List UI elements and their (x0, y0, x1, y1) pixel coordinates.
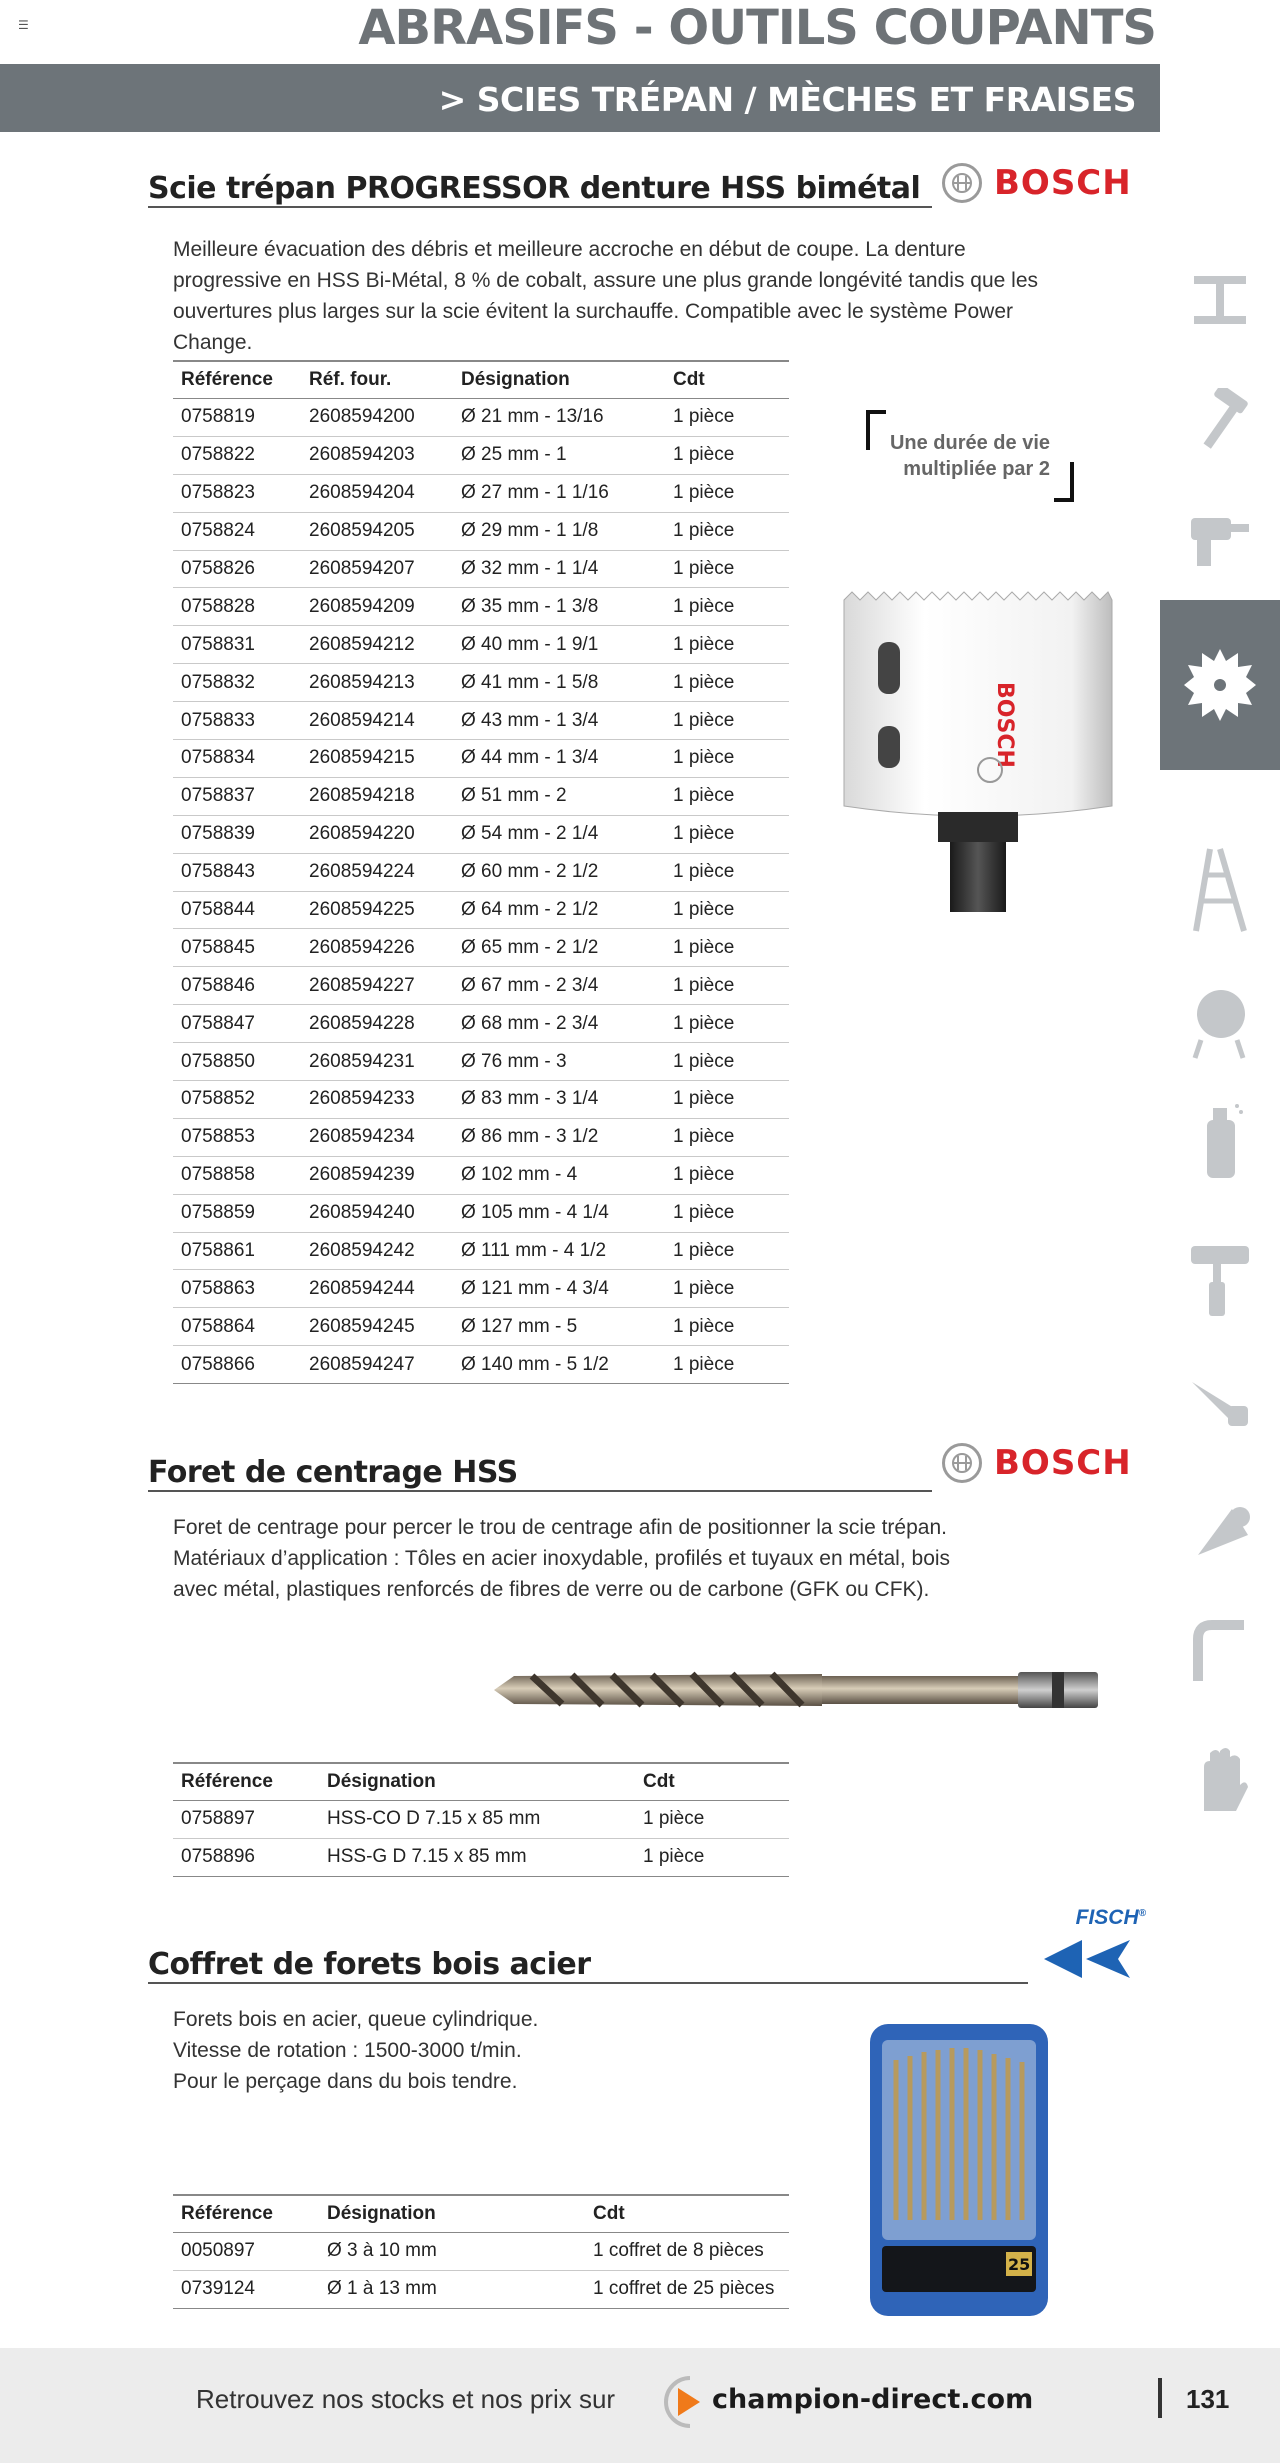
table-row (173, 740, 789, 778)
column-header: Réf. four. (301, 361, 453, 399)
table-cell: 1 pièce (665, 967, 789, 1005)
table-row (173, 512, 789, 550)
table-cell: 0758834 (173, 740, 301, 778)
column-header: Désignation (319, 1763, 635, 1801)
category-banner (0, 64, 1160, 132)
table-cell: 0758832 (173, 664, 301, 702)
column-header: Cdt (585, 2195, 789, 2233)
page-title: ABRASIFS - OUTILS COUPANTS (358, 0, 1156, 56)
column-header: Désignation (453, 361, 665, 399)
table-cell: 0739124 (173, 2270, 319, 2308)
table-cell: 1 pièce (665, 1005, 789, 1043)
champion-direct-play-icon (660, 2374, 712, 2430)
table-cell: 1 pièce (665, 1308, 789, 1346)
brand-name: BOSCH (994, 163, 1132, 203)
table-cell: 1 pièce (665, 853, 789, 891)
table-cell: 1 pièce (665, 588, 789, 626)
table-cell: 0758843 (173, 853, 301, 891)
table-cell: Ø 44 mm - 1 3/4 (453, 740, 665, 778)
section-description: Foret de centrage pour percer le trou de centrage afin de positionner la scie trépan. Matériaux d’application : Tôles en acier inoxydable, profilés et tuyaux en métal, bois avec métal, plastiques renforcés de fibres de verre ou de carbone (GFK ou CFK). (173, 1516, 951, 1601)
table-row (173, 2270, 789, 2308)
table-cell: 1 pièce (665, 815, 789, 853)
table-cell: 2608594220 (301, 815, 453, 853)
callout-text (850, 430, 1050, 482)
table-cell: Ø 54 mm - 2 1/4 (453, 815, 665, 853)
table-cell: 1 pièce (665, 1270, 789, 1308)
callout-line: Une durée de vie (889, 432, 1050, 454)
table-cell: Ø 25 mm - 1 (453, 436, 665, 474)
table-cell: Ø 41 mm - 1 5/8 (453, 664, 665, 702)
table-cell: 0758863 (173, 1270, 301, 1308)
table-cell: 2608594239 (301, 1156, 453, 1194)
table-row (173, 588, 789, 626)
table-row (173, 853, 789, 891)
drill-box-image (866, 2020, 1052, 2320)
table-cell: Ø 86 mm - 3 1/2 (453, 1118, 665, 1156)
table-row (173, 1308, 789, 1346)
centering-drill-table (173, 1762, 789, 1877)
table-row (173, 1005, 789, 1043)
table-row (173, 1081, 789, 1119)
table-cell: 1 pièce (665, 399, 789, 437)
table-cell: 1 coffret de 8 pièces (585, 2233, 789, 2271)
table-cell: 1 pièce (665, 436, 789, 474)
table-cell: 2608594234 (301, 1118, 453, 1156)
ladder-icon[interactable] (1160, 830, 1280, 950)
table-cell: 2608594209 (301, 588, 453, 626)
table-cell: 1 pièce (635, 1838, 789, 1876)
category-subtitle: > SCIES TRÉPAN / MÈCHES ET FRAISES (438, 80, 1136, 119)
table-cell: 1 pièce (635, 1801, 789, 1839)
table-cell: 1 pièce (665, 474, 789, 512)
table-row (173, 1156, 789, 1194)
lamp-icon[interactable] (1160, 1470, 1280, 1590)
page-footer (0, 2348, 1280, 2463)
table-cell: 0758896 (173, 1838, 319, 1876)
table-cell: 2608594207 (301, 550, 453, 588)
column-header: Cdt (665, 361, 789, 399)
table-cell: 0758824 (173, 512, 301, 550)
table-cell: 1 pièce (665, 664, 789, 702)
section-rule (148, 206, 932, 208)
table-row (173, 702, 789, 740)
column-header: Référence (173, 2195, 319, 2233)
table-cell: 2608594213 (301, 664, 453, 702)
table-row (173, 474, 789, 512)
table-cell: 1 pièce (665, 702, 789, 740)
table-cell: 2608594205 (301, 512, 453, 550)
table-row (173, 550, 789, 588)
column-header: Référence (173, 361, 301, 399)
table-cell: 2608594212 (301, 626, 453, 664)
table-cell: 2608594244 (301, 1270, 453, 1308)
table-cell: Ø 51 mm - 2 (453, 777, 665, 815)
column-header: Cdt (635, 1763, 789, 1801)
table-cell: Ø 1 à 13 mm (319, 2270, 585, 2308)
table-cell: 1 pièce (665, 929, 789, 967)
column-header: Désignation (319, 2195, 585, 2233)
table-cell: Ø 105 mm - 4 1/4 (453, 1194, 665, 1232)
website-link[interactable]: champion-direct.com (712, 2384, 1034, 2415)
callout-bracket-right (1054, 462, 1074, 502)
table-cell: Ø 27 mm - 1 1/16 (453, 474, 665, 512)
hole-saw-table (173, 360, 789, 1384)
table-cell: 0758826 (173, 550, 301, 588)
table-header (173, 361, 789, 399)
table-cell: 0758861 (173, 1232, 301, 1270)
table-cell: 2608594214 (301, 702, 453, 740)
table-row (173, 1118, 789, 1156)
page-number: 131 (1186, 2384, 1230, 2414)
table-cell: Ø 83 mm - 3 1/4 (453, 1081, 665, 1119)
cement-mixer-icon[interactable] (1160, 960, 1280, 1080)
footer-text: Retrouvez nos stocks et nos prix sur (196, 2384, 616, 2414)
table-cell: 0758819 (173, 399, 301, 437)
table-cell: 0050897 (173, 2233, 319, 2271)
table-header (173, 2195, 789, 2233)
table-cell: 2608594233 (301, 1081, 453, 1119)
table-cell: HSS-CO D 7.15 x 85 mm (319, 1801, 635, 1839)
table-cell: 1 pièce (665, 891, 789, 929)
table-cell: 0758852 (173, 1081, 301, 1119)
brand-logo-bosch (942, 1443, 1132, 1483)
table-cell: 1 pièce (665, 1346, 789, 1384)
table-row (173, 1232, 789, 1270)
table-cell: HSS-G D 7.15 x 85 mm (319, 1838, 635, 1876)
table-cell: Ø 32 mm - 1 1/4 (453, 550, 665, 588)
table-row (173, 1346, 789, 1384)
description-line: Vitesse de rotation : 1500-3000 t/min. (173, 2039, 522, 2062)
table-cell: 0758853 (173, 1118, 301, 1156)
spray-can-icon[interactable] (1160, 1080, 1280, 1200)
table-row (173, 1194, 789, 1232)
description-line: Pour le perçage dans du bois tendre. (173, 2070, 518, 2093)
fisch-fish-icon (1044, 1936, 1134, 1982)
menu-icon[interactable]: ☰ (18, 18, 28, 32)
table-cell: 1 pièce (665, 512, 789, 550)
table-cell: Ø 43 mm - 1 3/4 (453, 702, 665, 740)
table-cell: 0758837 (173, 777, 301, 815)
table-cell: Ø 64 mm - 2 1/2 (453, 891, 665, 929)
brand-logo-bosch (942, 163, 1132, 203)
table-row (173, 626, 789, 664)
table-cell: 1 pièce (665, 740, 789, 778)
table-cell: 0758850 (173, 1043, 301, 1081)
table-cell: 2608594240 (301, 1194, 453, 1232)
table-header (173, 1763, 789, 1801)
table-cell: 0758858 (173, 1156, 301, 1194)
table-cell: 2608594224 (301, 853, 453, 891)
table-cell: 0758822 (173, 436, 301, 474)
table-cell: 1 pièce (665, 550, 789, 588)
table-cell: 0758839 (173, 815, 301, 853)
table-cell: 2608594228 (301, 1005, 453, 1043)
table-cell: 2608594247 (301, 1346, 453, 1384)
section-rule (148, 1490, 932, 1492)
drill-box-table (173, 2194, 789, 2309)
table-cell: 1 pièce (665, 777, 789, 815)
bosch-armature-icon (942, 163, 982, 203)
table-cell: 2608594245 (301, 1308, 453, 1346)
brand-name: FISCH® (1075, 1906, 1146, 1929)
category-side-nav (1160, 170, 1280, 2270)
table-row (173, 1838, 789, 1876)
section-description (173, 2004, 813, 2097)
bosch-armature-icon (942, 1443, 982, 1483)
table-row (173, 436, 789, 474)
table-cell: Ø 29 mm - 1 1/8 (453, 512, 665, 550)
table-row (173, 777, 789, 815)
table-cell: 1 pièce (665, 1156, 789, 1194)
table-cell: 2608594200 (301, 399, 453, 437)
table-cell: 2608594242 (301, 1232, 453, 1270)
table-cell: 0758828 (173, 588, 301, 626)
table-cell: Ø 21 mm - 13/16 (453, 399, 665, 437)
table-cell: 2608594203 (301, 436, 453, 474)
glove-icon[interactable] (1160, 1720, 1280, 1840)
table-row (173, 967, 789, 1005)
table-cell: 2608594215 (301, 740, 453, 778)
table-row (173, 2233, 789, 2271)
table-cell: Ø 60 mm - 2 1/2 (453, 853, 665, 891)
screw-anchor-icon[interactable] (1160, 1340, 1280, 1460)
table-cell: Ø 102 mm - 4 (453, 1156, 665, 1194)
table-cell: 1 pièce (665, 626, 789, 664)
table-cell: 1 pièce (665, 1232, 789, 1270)
table-cell: 2608594204 (301, 474, 453, 512)
brand-name: BOSCH (994, 1443, 1132, 1483)
table-cell: 1 pièce (665, 1043, 789, 1081)
hammer-icon[interactable] (1160, 360, 1280, 480)
table-cell: 2608594227 (301, 967, 453, 1005)
table-cell: 2608594231 (301, 1043, 453, 1081)
hole-saw-brand-text: BOSCH (992, 682, 1017, 768)
table-cell: 1 pièce (665, 1118, 789, 1156)
table-cell: Ø 67 mm - 2 3/4 (453, 967, 665, 1005)
drill-bit-image (492, 1664, 1108, 1716)
table-row (173, 399, 789, 437)
callout-line: multipliée par 2 (903, 458, 1050, 480)
steel-beam-icon[interactable] (1160, 240, 1280, 360)
table-row (173, 1270, 789, 1308)
drill-icon[interactable] (1160, 480, 1280, 600)
section-rule (148, 1982, 1028, 1984)
box-size-label: 25 (1008, 2255, 1031, 2274)
column-header: Référence (173, 1763, 319, 1801)
hole-saw-image (838, 586, 1118, 916)
table-cell: 0758823 (173, 474, 301, 512)
table-row (173, 929, 789, 967)
table-cell: 0758844 (173, 891, 301, 929)
pipe-icon[interactable] (1160, 1590, 1280, 1710)
table-cell: 1 pièce (665, 1081, 789, 1119)
saw-blade-icon[interactable] (1160, 600, 1280, 770)
table-cell: Ø 140 mm - 5 1/2 (453, 1346, 665, 1384)
section-title-drill-box: Coffret de forets bois acier (148, 1947, 591, 1982)
table-cell: 0758866 (173, 1346, 301, 1384)
section-title-centering-drill: Foret de centrage HSS (148, 1455, 518, 1490)
table-cell: Ø 65 mm - 2 1/2 (453, 929, 665, 967)
table-row (173, 1043, 789, 1081)
table-row (173, 815, 789, 853)
table-row (173, 891, 789, 929)
section-title-hole-saw: Scie trépan PROGRESSOR denture HSS bimétal (148, 171, 921, 206)
table-cell: Ø 111 mm - 4 1/2 (453, 1232, 665, 1270)
table-cell: 1 pièce (665, 1194, 789, 1232)
description-line: Forets bois en acier, queue cylindrique. (173, 2008, 539, 2031)
paint-roller-icon[interactable] (1160, 1220, 1280, 1340)
table-cell: 0758864 (173, 1308, 301, 1346)
table-cell: 0758833 (173, 702, 301, 740)
table-cell: 0758847 (173, 1005, 301, 1043)
table-cell: Ø 35 mm - 1 3/8 (453, 588, 665, 626)
table-cell: 0758831 (173, 626, 301, 664)
table-cell: Ø 3 à 10 mm (319, 2233, 585, 2271)
table-cell: Ø 68 mm - 2 3/4 (453, 1005, 665, 1043)
table-row (173, 1801, 789, 1839)
table-cell: Ø 121 mm - 4 3/4 (453, 1270, 665, 1308)
table-row (173, 664, 789, 702)
page-divider (1158, 2378, 1162, 2418)
table-cell: 1 coffret de 25 pièces (585, 2270, 789, 2308)
table-cell: 2608594225 (301, 891, 453, 929)
section-description: Meilleure évacuation des débris et meilleure accroche en début de coupe. La denture progressive en HSS Bi-Métal, 8 % de cobalt, assure une plus grande longévité tandis que les ouvertures plus larges sur la scie évitent la surchauffe. Compatible avec le système Power Change. (173, 238, 1038, 354)
table-cell: Ø 40 mm - 1 9/1 (453, 626, 665, 664)
table-cell: 2608594218 (301, 777, 453, 815)
table-cell: Ø 76 mm - 3 (453, 1043, 665, 1081)
table-cell: 0758859 (173, 1194, 301, 1232)
table-cell: 0758897 (173, 1801, 319, 1839)
table-cell: 2608594226 (301, 929, 453, 967)
brand-logo-fisch (1036, 1906, 1146, 1982)
table-cell: 0758845 (173, 929, 301, 967)
table-cell: Ø 127 mm - 5 (453, 1308, 665, 1346)
table-cell: 0758846 (173, 967, 301, 1005)
